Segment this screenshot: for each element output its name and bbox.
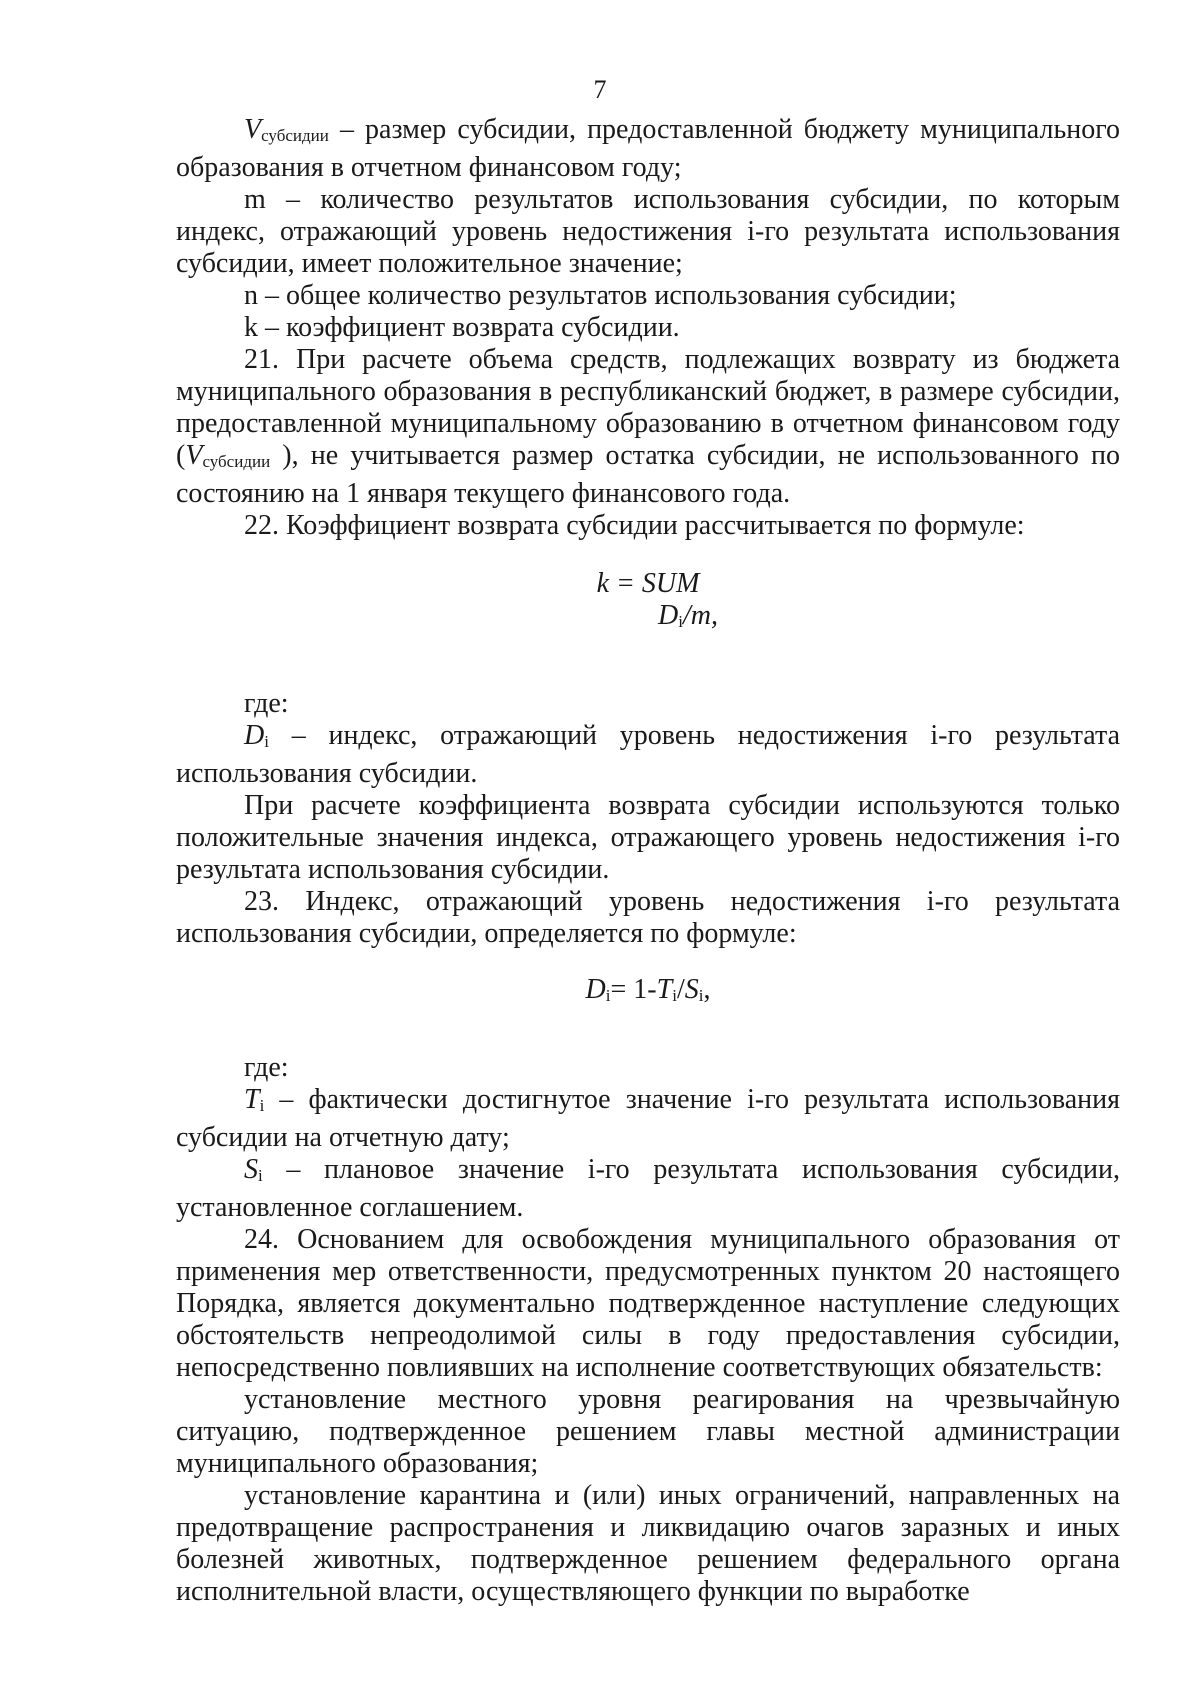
formula-mid: = 1- [610, 974, 657, 1005]
formula-subscript-i: i [672, 986, 677, 1005]
symbol-v: V [244, 114, 262, 145]
subscript-subsidy: субсидии [202, 452, 271, 471]
paragraph-21-after: ), не учитывается размер остатка субсидии, не использованного по состоянию на 1 января текущего финансового года. [176, 440, 1120, 509]
formula-symbol-d: D [585, 974, 606, 1005]
paragraph-ti [176, 1084, 1120, 1154]
spacer [176, 542, 1120, 568]
formula-symbol-t: T [656, 974, 673, 1005]
formula-symbol-s: S [684, 974, 699, 1005]
paragraph-21 [176, 344, 1120, 510]
paragraph-local-emergency: установление местного уровня реагирования на чрезвычайную ситуацию, подтвержденное решением главы местной администрации муниципального образования; [176, 1384, 1120, 1479]
paragraph-di [176, 720, 1120, 790]
paragraph-23: 23. Индекс, отражающий уровень недостижения i-го результата использования субсидии, определяется по формуле: [176, 886, 1120, 949]
where-label: где: [244, 688, 289, 719]
paragraph-si [176, 1154, 1120, 1224]
paragraph-si-text: – плановое значение i-го результата использования субсидии, установленное соглашением. [176, 1154, 1120, 1223]
paragraph-21-before: 21. При расчете объема средств, подлежащих возврату из бюджета муниципального образования в республиканский бюджет, в размере субсидии, предоставленной муниципальному образованию в отчетном финансовом году ( [176, 344, 1120, 471]
page-number: 7 [593, 75, 607, 104]
formula-end: , [703, 974, 711, 1005]
spacer [176, 1012, 1120, 1052]
document-body [176, 114, 1120, 1608]
spacer [176, 950, 1120, 974]
subscript-i: i [258, 1166, 263, 1185]
paragraph-24: 24. Основанием для освобождения муниципального образования от применения мер ответственности, предусмотренных пунктом 20 настоящего Порядка, является документально подтвержденное наступление следующих обстоятельств непреодолимой силы в году предоставления субсидии, непосредственно повлиявших на исполнение соответствующих обязательств: [176, 1224, 1120, 1383]
formula-d [176, 974, 1120, 1012]
symbol-d: D [244, 720, 265, 751]
spacer [176, 638, 1120, 688]
formula-subscript-i: i [678, 612, 683, 631]
paragraph-di-text: – индекс, отражающий уровень недостижения i-го результата использования субсидии. [176, 720, 1120, 789]
formula-subscript-i: i [605, 986, 611, 1005]
formula-k-rest: /m, [682, 600, 718, 631]
paragraph-ti-text: – фактически достигнутое значение i-го результата использования субсидии на отчетную дату; [176, 1084, 1120, 1153]
formula-k-line1: k = SUM [596, 568, 700, 599]
paragraph-positive-values: При расчете коэффициента возврата субсидии используются только положительные значения индекса, отражающего уровень недостижения i-го результата использования субсидии. [176, 790, 1120, 885]
subscript-i: i [259, 1096, 265, 1115]
paragraph-22: 22. Коэффициент возврата субсидии рассчитывается по формуле: [244, 510, 1025, 541]
paragraph-k: k – коэффициент возврата субсидии. [244, 312, 680, 343]
formula-symbol-d: D [658, 600, 679, 631]
paragraph-m: m – количество результатов использования субсидии, по которым индекс, отражающий уровень недостижения i-го результата использования субсидии, имеет положительное значение; [176, 184, 1120, 279]
formula-k-line2 [176, 600, 1120, 638]
formula-slash: / [676, 974, 685, 1005]
where-label: где: [244, 1052, 289, 1083]
formula-subscript-i: i [698, 986, 704, 1005]
paragraph-v-subsidy [176, 114, 1120, 184]
paragraph-quarantine: установление карантина и (или) иных ограничений, направленных на предотвращение распространения и ликвидацию очагов заразных и иных болезней животных, подтвержденное решением федерального органа исполнительной власти, осуществляющего функции по выработке [176, 1480, 1120, 1607]
subscript-i: i [264, 732, 269, 751]
paragraph-v-subsidy-text: – размер субсидии, предоставленной бюджету муниципального образования в отчетном финансовом году; [176, 114, 1120, 183]
subscript-subsidy: субсидии [261, 126, 329, 145]
symbol-s: S [244, 1154, 258, 1185]
paragraph-n: n – общее количество результатов использования субсидии; [244, 280, 957, 311]
symbol-v: V [185, 440, 203, 471]
symbol-t: T [244, 1084, 260, 1115]
